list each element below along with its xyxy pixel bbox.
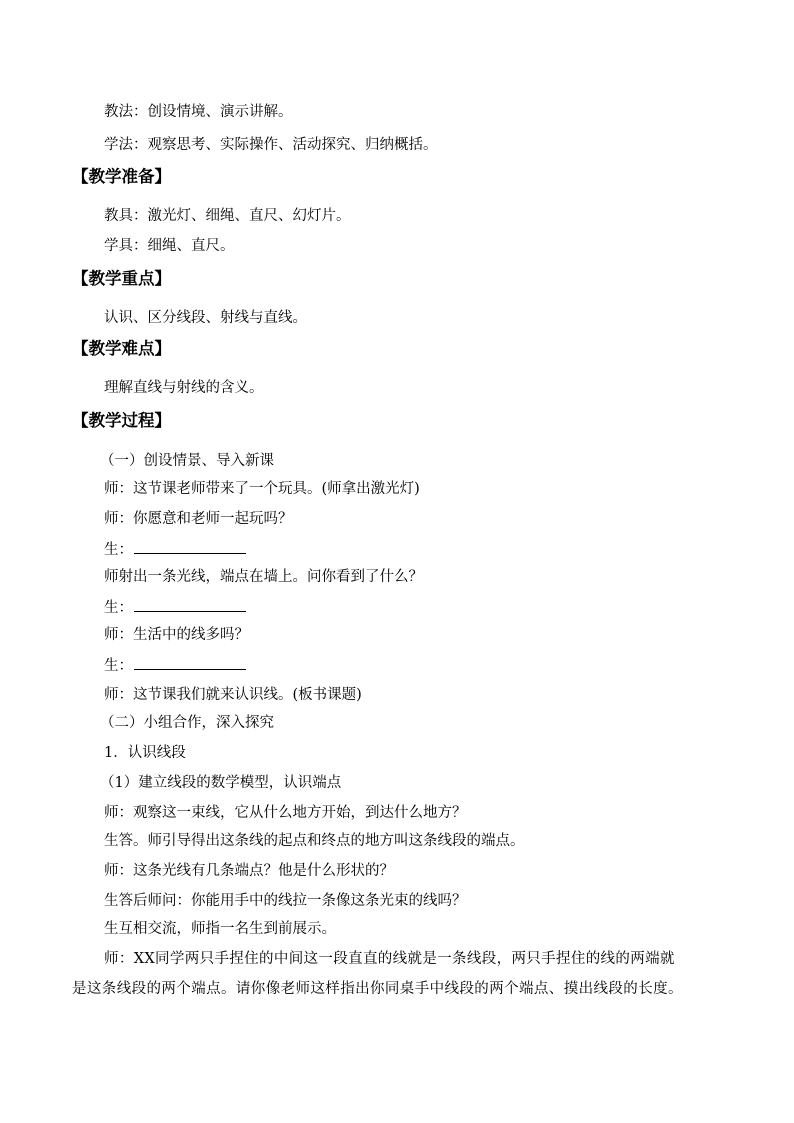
answer-blank: [134, 655, 246, 670]
process-line: 师：你愿意和老师一起玩吗？: [104, 511, 293, 527]
process-line: 生答。师引导得出这条线的起点和终点的地方叫这条线段的端点。: [104, 833, 525, 849]
process-line-student: 生：: [104, 539, 246, 559]
process-line-student: 生：: [104, 655, 246, 675]
process-subheading-4: （1）建立线段的数学模型，认识端点: [100, 775, 342, 791]
process-line: 生互相交流，师指一名生到前展示。: [104, 921, 336, 937]
student-tools-text: 学具：细绳、直尺。: [104, 238, 235, 254]
process-paragraph-line-1: 师：XX同学两只手捏住的中间这一段直直的线就是一条线段，两只手捏住的线的两端就: [104, 951, 675, 967]
process-subheading-2: （二）小组合作，深入探究: [100, 715, 274, 731]
difficulty-text: 理解直线与射线的含义。: [104, 380, 264, 396]
section-heading-process: 【教学过程】: [72, 411, 171, 430]
teacher-tools-text: 教具：激光灯、细绳、直尺、幻灯片。: [104, 208, 351, 224]
section-heading-preparation: 【教学准备】: [72, 167, 171, 186]
process-paragraph-line-2: 是这条线段的两个端点。请你像老师这样指出你同桌手中线段的两个端点、摸出线段的长度。: [72, 981, 683, 997]
process-line-student: 生：: [104, 597, 246, 617]
answer-blank: [134, 597, 246, 612]
process-line: 生答后师问：你能用手中的线拉一条像这条光束的线吗？: [104, 893, 467, 909]
learning-method-text: 学法：观察思考、实际操作、活动探究、归纳概括。: [104, 137, 438, 153]
process-subheading-1: （一）创设情景、导入新课: [100, 453, 274, 469]
teaching-method-text: 教法：创设情境、演示讲解。: [104, 104, 293, 120]
section-heading-difficulty: 【教学难点】: [72, 339, 171, 358]
process-subheading-3: 1．认识线段: [104, 745, 186, 761]
process-line: 师射出一条光线，端点在墙上。问你看到了什么？: [104, 569, 423, 585]
answer-blank: [134, 539, 246, 554]
process-line: 师：这节课我们就来认识线。(板书课题): [104, 687, 362, 703]
section-heading-key-point: 【教学重点】: [72, 269, 171, 288]
key-point-text: 认识、区分线段、射线与直线。: [104, 310, 307, 326]
process-line: 师：这条光线有几条端点？他是什么形状的？: [104, 863, 394, 879]
process-line: 师：观察这一束线，它从什么地方开始，到达什么地方？: [104, 805, 467, 821]
process-line: 师：这节课老师带来了一个玩具。(师拿出激光灯): [104, 481, 420, 497]
process-line: 师：生活中的线多吗？: [104, 627, 249, 643]
